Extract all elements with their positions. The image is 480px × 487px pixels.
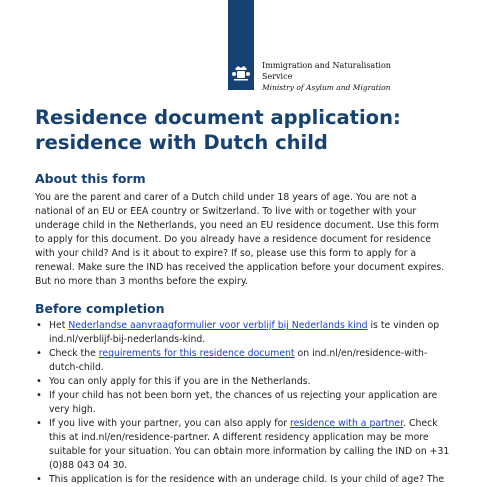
item-text-pre: If you live with your partner, you can also apply for	[49, 418, 291, 429]
link-requirements[interactable]: requirements for this residence document	[98, 348, 295, 359]
document-title	[35, 105, 450, 155]
item-text: If your child has not been born yet, the chances of us rejecting your application are very high.	[49, 390, 438, 415]
list-item	[49, 319, 450, 347]
item-text-post: is te vinden op ind.nl/verblijf-bij-nederlands-kind.	[49, 320, 440, 345]
logo-bar	[228, 0, 254, 90]
list-item	[49, 389, 450, 417]
list-item	[49, 473, 450, 487]
title-line1: Residence document application:	[35, 106, 401, 129]
before-completion-heading: Before completion	[35, 301, 165, 316]
about-heading: About this form	[35, 171, 146, 186]
document-content	[35, 105, 450, 487]
item-text-pre: Het	[49, 320, 69, 331]
before-completion-list	[35, 319, 450, 487]
item-text: This application is for the residence with an underage child. Is your child of age? The	[49, 474, 445, 485]
organization-name	[262, 60, 391, 93]
org-name-line2: Service	[262, 72, 293, 81]
link-dutch-application-form[interactable]: Nederlandse aanvraagformulier voor verblijf bij Nederlands kind	[68, 320, 368, 331]
list-item	[49, 347, 450, 375]
coat-of-arms-icon	[231, 64, 251, 82]
ministry-name: Ministry of Asylum and Migration	[262, 83, 391, 92]
title-line2: residence with Dutch child	[35, 131, 328, 154]
list-item	[49, 417, 450, 473]
about-text: You are the parent and carer of a Dutch child under 18 years of age. You are not a national of an EU or EEA country or Switzerland. To live with or together with your underage child in the Netherlands, you need an EU residence document. Use this form to apply for this document. Do you already have a residence document for residence with your child? And is it about to expire? If so, please use this form to apply for a renewal. Make sure the IND has received the application before your document expires. But no more than 3 months before the expiry.	[35, 192, 445, 287]
org-name-line1: Immigration and Naturalisation	[262, 61, 391, 70]
item-text-pre: Check the	[49, 348, 99, 359]
item-text: You can only apply for this if you are in the Netherlands.	[49, 376, 311, 387]
list-item	[49, 375, 450, 389]
item-text-post: on ind.nl/en/residence-with-dutch-child.	[49, 348, 428, 373]
item-text-post: . Check this at ind.nl/en/residence-partner. A different residency application may be more suitable for your situation. You can obtain more information by calling the IND on +31 (0)88 043 04 30.	[49, 418, 450, 471]
link-residence-with-partner[interactable]: residence with a partner	[290, 418, 404, 429]
